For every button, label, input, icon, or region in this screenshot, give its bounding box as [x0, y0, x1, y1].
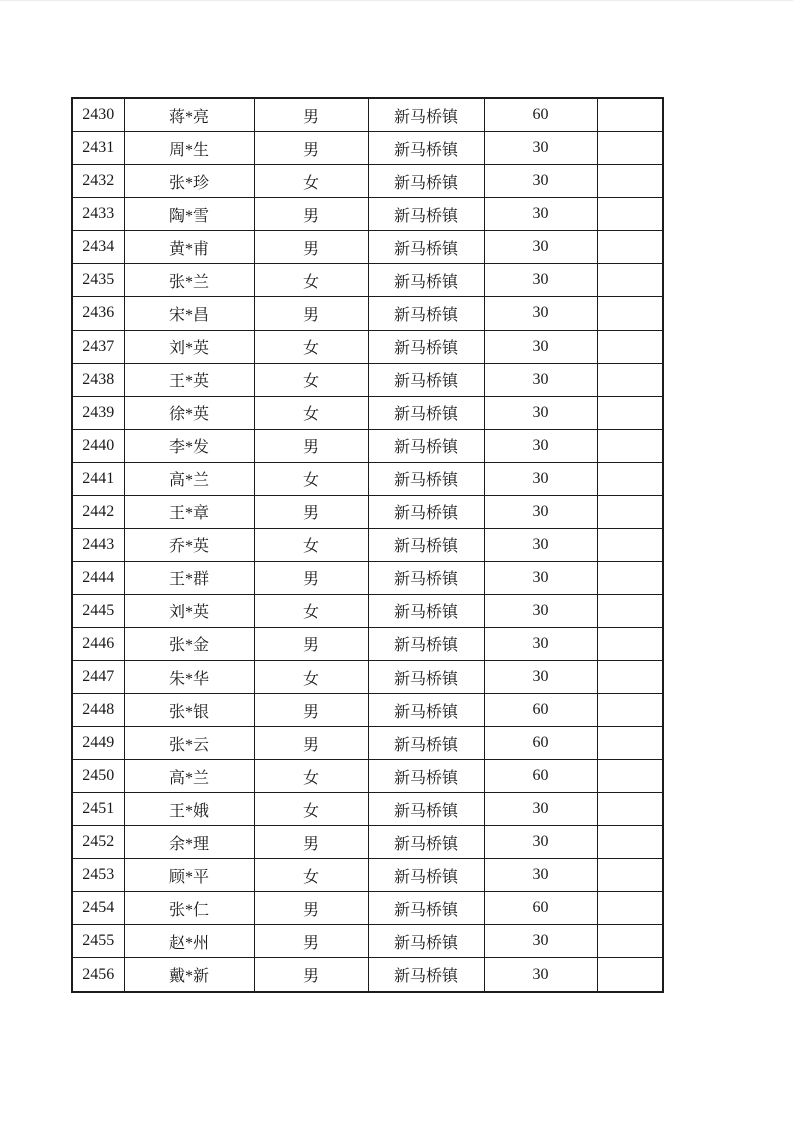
cell-gender: 女	[254, 760, 368, 793]
cell-days: 30	[484, 495, 597, 528]
cell-serial: 2441	[72, 462, 124, 495]
cell-town: 新马桥镇	[368, 165, 484, 198]
table-row	[72, 727, 663, 760]
cell-gender: 男	[254, 958, 368, 992]
cell-name: 赵*州	[124, 925, 254, 958]
table-row	[72, 892, 663, 925]
cell-town: 新马桥镇	[368, 330, 484, 363]
cell-name: 高*兰	[124, 462, 254, 495]
cell-name: 张*兰	[124, 264, 254, 297]
cell-name: 戴*新	[124, 958, 254, 992]
table-row	[72, 330, 663, 363]
cell-town: 新马桥镇	[368, 859, 484, 892]
cell-town: 新马桥镇	[368, 462, 484, 495]
cell-town: 新马桥镇	[368, 198, 484, 231]
cell-name: 刘*英	[124, 594, 254, 627]
cell-gender: 女	[254, 264, 368, 297]
cell-name: 张*银	[124, 694, 254, 727]
cell-days: 30	[484, 925, 597, 958]
cell-note	[597, 132, 663, 165]
cell-days: 30	[484, 429, 597, 462]
cell-serial: 2437	[72, 330, 124, 363]
cell-town: 新马桥镇	[368, 958, 484, 992]
cell-name: 王*英	[124, 363, 254, 396]
cell-days: 30	[484, 859, 597, 892]
cell-serial: 2443	[72, 528, 124, 561]
cell-town: 新马桥镇	[368, 231, 484, 264]
cell-days: 30	[484, 165, 597, 198]
cell-gender: 男	[254, 694, 368, 727]
cell-note	[597, 396, 663, 429]
cell-gender: 男	[254, 826, 368, 859]
cell-gender: 女	[254, 660, 368, 693]
cell-serial: 2433	[72, 198, 124, 231]
cell-note	[597, 330, 663, 363]
cell-town: 新马桥镇	[368, 727, 484, 760]
cell-serial: 2447	[72, 660, 124, 693]
cell-note	[597, 826, 663, 859]
cell-gender: 女	[254, 462, 368, 495]
cell-name: 朱*华	[124, 660, 254, 693]
cell-days: 30	[484, 396, 597, 429]
cell-note	[597, 859, 663, 892]
cell-gender: 女	[254, 396, 368, 429]
cell-serial: 2456	[72, 958, 124, 992]
table-row	[72, 297, 663, 330]
cell-note	[597, 297, 663, 330]
roster-table	[71, 97, 664, 993]
cell-serial: 2452	[72, 826, 124, 859]
table-row	[72, 429, 663, 462]
cell-note	[597, 660, 663, 693]
cell-note	[597, 429, 663, 462]
cell-note	[597, 561, 663, 594]
cell-town: 新马桥镇	[368, 760, 484, 793]
cell-days: 30	[484, 627, 597, 660]
cell-name: 徐*英	[124, 396, 254, 429]
table-row	[72, 594, 663, 627]
cell-note	[597, 727, 663, 760]
cell-note	[597, 231, 663, 264]
cell-gender: 女	[254, 363, 368, 396]
table-row	[72, 660, 663, 693]
cell-gender: 男	[254, 627, 368, 660]
cell-name: 乔*英	[124, 528, 254, 561]
cell-gender: 男	[254, 925, 368, 958]
cell-serial: 2445	[72, 594, 124, 627]
cell-note	[597, 165, 663, 198]
cell-gender: 女	[254, 165, 368, 198]
cell-gender: 男	[254, 892, 368, 925]
cell-note	[597, 363, 663, 396]
table-row	[72, 826, 663, 859]
cell-gender: 女	[254, 330, 368, 363]
cell-name: 余*理	[124, 826, 254, 859]
cell-serial: 2438	[72, 363, 124, 396]
table-row	[72, 264, 663, 297]
cell-name: 张*仁	[124, 892, 254, 925]
cell-town: 新马桥镇	[368, 98, 484, 132]
table-row	[72, 231, 663, 264]
cell-serial: 2446	[72, 627, 124, 660]
cell-town: 新马桥镇	[368, 594, 484, 627]
table-row	[72, 528, 663, 561]
cell-days: 60	[484, 892, 597, 925]
cell-days: 30	[484, 330, 597, 363]
cell-serial: 2448	[72, 694, 124, 727]
cell-gender: 男	[254, 561, 368, 594]
cell-name: 王*群	[124, 561, 254, 594]
cell-days: 30	[484, 528, 597, 561]
cell-note	[597, 264, 663, 297]
cell-days: 30	[484, 132, 597, 165]
cell-serial: 2449	[72, 727, 124, 760]
cell-name: 陶*雪	[124, 198, 254, 231]
cell-town: 新马桥镇	[368, 826, 484, 859]
cell-serial: 2440	[72, 429, 124, 462]
cell-gender: 男	[254, 297, 368, 330]
cell-days: 30	[484, 594, 597, 627]
cell-serial: 2431	[72, 132, 124, 165]
cell-name: 蒋*亮	[124, 98, 254, 132]
cell-name: 高*兰	[124, 760, 254, 793]
cell-town: 新马桥镇	[368, 925, 484, 958]
cell-days: 30	[484, 561, 597, 594]
cell-serial: 2435	[72, 264, 124, 297]
table-row	[72, 462, 663, 495]
cell-serial: 2453	[72, 859, 124, 892]
cell-serial: 2455	[72, 925, 124, 958]
cell-serial: 2442	[72, 495, 124, 528]
cell-serial: 2434	[72, 231, 124, 264]
cell-note	[597, 198, 663, 231]
cell-serial: 2444	[72, 561, 124, 594]
cell-name: 顾*平	[124, 859, 254, 892]
cell-days: 60	[484, 727, 597, 760]
table-row	[72, 198, 663, 231]
cell-name: 李*发	[124, 429, 254, 462]
cell-note	[597, 958, 663, 992]
cell-days: 30	[484, 264, 597, 297]
cell-town: 新马桥镇	[368, 363, 484, 396]
cell-note	[597, 694, 663, 727]
cell-note	[597, 495, 663, 528]
cell-serial: 2436	[72, 297, 124, 330]
cell-name: 黄*甫	[124, 231, 254, 264]
cell-days: 30	[484, 198, 597, 231]
table-row	[72, 561, 663, 594]
table-row	[72, 958, 663, 992]
cell-serial: 2439	[72, 396, 124, 429]
page-top-edge-divider	[0, 0, 793, 1]
cell-days: 60	[484, 694, 597, 727]
table-row	[72, 925, 663, 958]
table-row	[72, 165, 663, 198]
table-row	[72, 627, 663, 660]
table-row	[72, 495, 663, 528]
cell-gender: 男	[254, 231, 368, 264]
cell-town: 新马桥镇	[368, 264, 484, 297]
table-row	[72, 132, 663, 165]
cell-gender: 男	[254, 429, 368, 462]
cell-days: 30	[484, 462, 597, 495]
cell-note	[597, 793, 663, 826]
cell-gender: 男	[254, 198, 368, 231]
cell-gender: 男	[254, 727, 368, 760]
table-row	[72, 793, 663, 826]
cell-gender: 女	[254, 859, 368, 892]
cell-town: 新马桥镇	[368, 297, 484, 330]
cell-name: 王*章	[124, 495, 254, 528]
cell-serial: 2430	[72, 98, 124, 132]
cell-note	[597, 528, 663, 561]
cell-days: 30	[484, 231, 597, 264]
cell-serial: 2451	[72, 793, 124, 826]
cell-days: 30	[484, 363, 597, 396]
cell-town: 新马桥镇	[368, 793, 484, 826]
cell-note	[597, 925, 663, 958]
cell-gender: 男	[254, 132, 368, 165]
cell-town: 新马桥镇	[368, 660, 484, 693]
cell-name: 王*娥	[124, 793, 254, 826]
table-row	[72, 694, 663, 727]
table-row	[72, 363, 663, 396]
cell-note	[597, 760, 663, 793]
cell-days: 30	[484, 297, 597, 330]
table-row	[72, 396, 663, 429]
cell-town: 新马桥镇	[368, 528, 484, 561]
cell-town: 新马桥镇	[368, 429, 484, 462]
cell-days: 30	[484, 660, 597, 693]
table-row	[72, 859, 663, 892]
cell-name: 张*金	[124, 627, 254, 660]
cell-town: 新马桥镇	[368, 892, 484, 925]
cell-town: 新马桥镇	[368, 627, 484, 660]
cell-gender: 女	[254, 594, 368, 627]
table-row	[72, 98, 663, 132]
cell-note	[597, 462, 663, 495]
cell-gender: 女	[254, 793, 368, 826]
cell-gender: 男	[254, 98, 368, 132]
cell-note	[597, 892, 663, 925]
cell-days: 60	[484, 760, 597, 793]
cell-gender: 女	[254, 528, 368, 561]
cell-serial: 2450	[72, 760, 124, 793]
cell-days: 30	[484, 826, 597, 859]
table-body	[72, 98, 663, 992]
cell-name: 张*珍	[124, 165, 254, 198]
table-row	[72, 760, 663, 793]
cell-town: 新马桥镇	[368, 694, 484, 727]
cell-note	[597, 98, 663, 132]
cell-name: 刘*英	[124, 330, 254, 363]
cell-town: 新马桥镇	[368, 132, 484, 165]
cell-days: 60	[484, 98, 597, 132]
cell-note	[597, 594, 663, 627]
cell-days: 30	[484, 958, 597, 992]
cell-serial: 2454	[72, 892, 124, 925]
cell-name: 张*云	[124, 727, 254, 760]
cell-note	[597, 627, 663, 660]
cell-gender: 男	[254, 495, 368, 528]
cell-town: 新马桥镇	[368, 396, 484, 429]
cell-town: 新马桥镇	[368, 495, 484, 528]
cell-name: 宋*昌	[124, 297, 254, 330]
cell-town: 新马桥镇	[368, 561, 484, 594]
cell-days: 30	[484, 793, 597, 826]
cell-name: 周*生	[124, 132, 254, 165]
cell-serial: 2432	[72, 165, 124, 198]
